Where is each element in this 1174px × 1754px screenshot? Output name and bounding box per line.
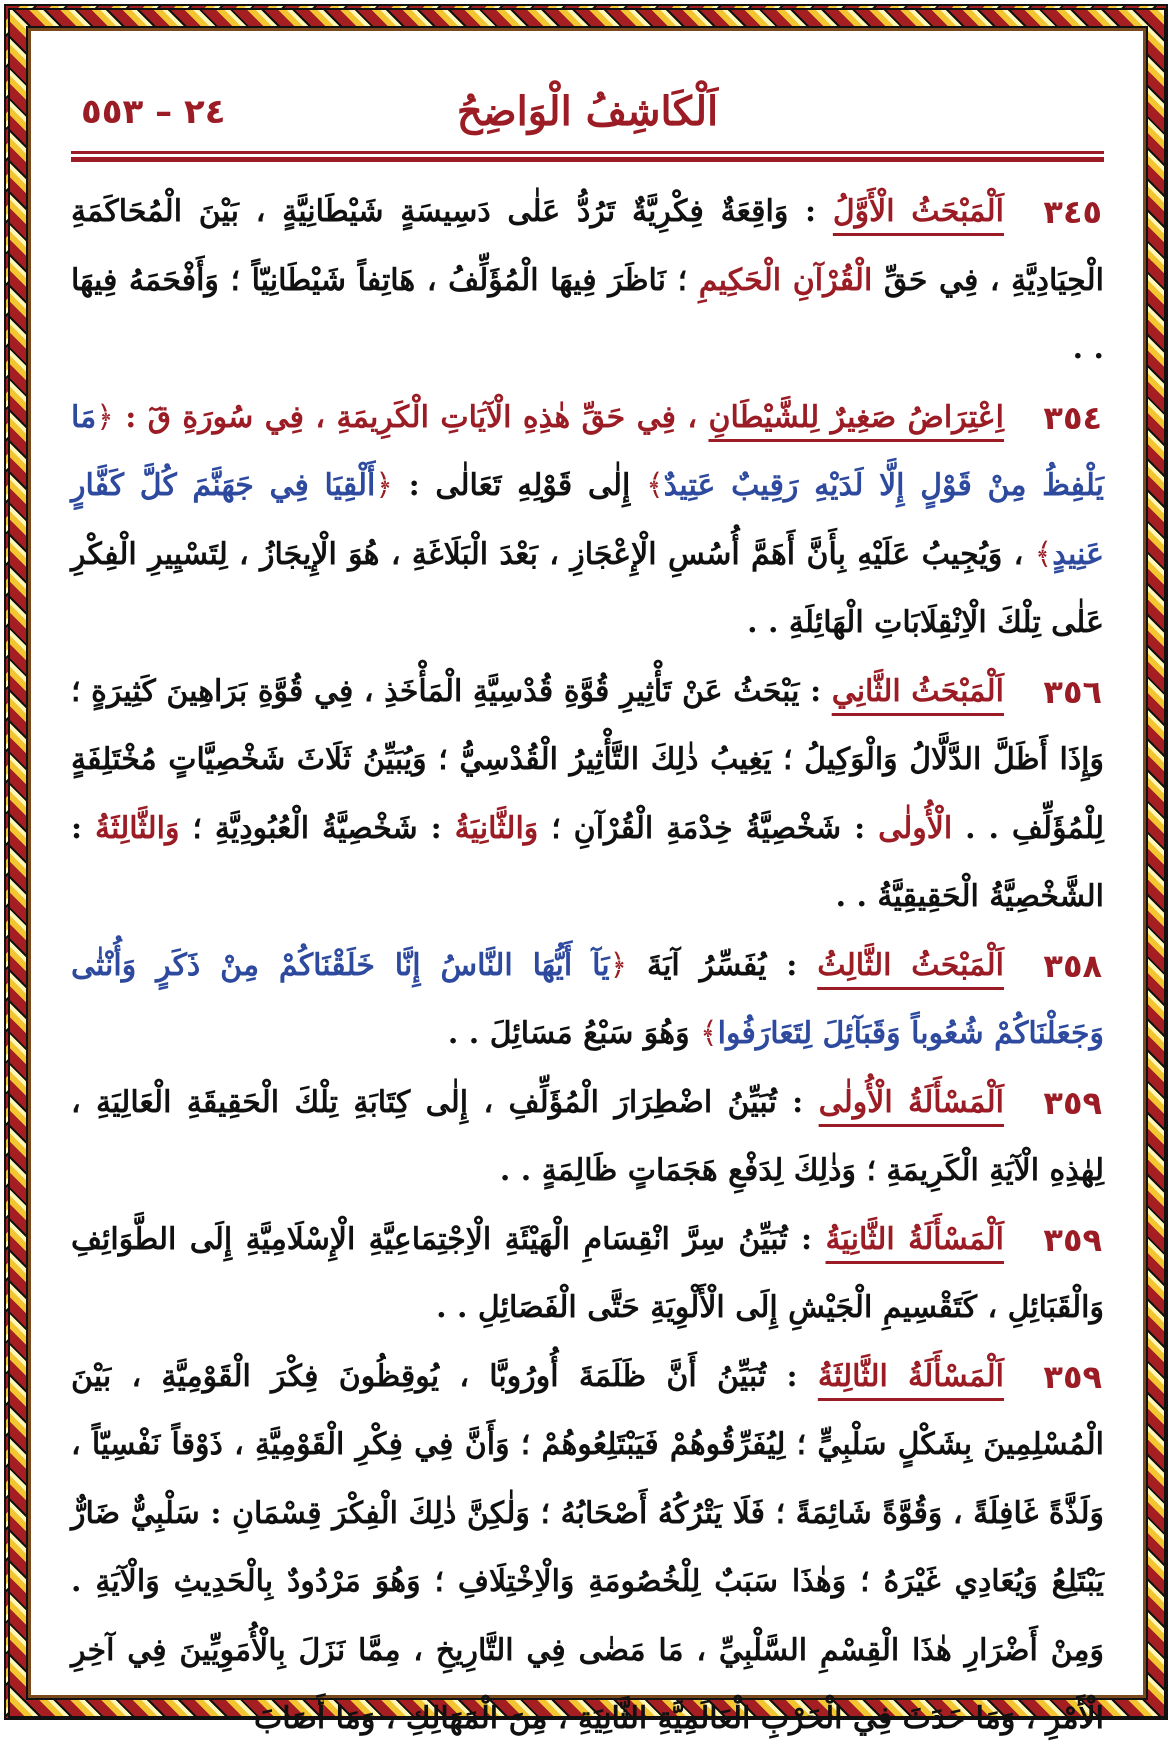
separator: : bbox=[776, 1084, 819, 1120]
index-entry bbox=[71, 932, 1104, 1069]
entry-page-number: ٣٥٩ bbox=[1043, 1357, 1102, 1396]
entry-page-number: ٣٥٩ bbox=[1043, 1220, 1102, 1259]
entry-text: إِلٰى قَوْلِهِ تَعَالٰى : bbox=[392, 468, 647, 503]
quran-verse: يَآ أَيُّهَا النَّاسُ إِنَّا خَلَقْنَاكُمْ مِنْ ذَكَرٍ وَأُنْثٰى وَجَعَلْنَاكُمْ شُعُوباً وَقَبَآئِلَ لِتَعَارَفُوا bbox=[71, 947, 1104, 1051]
highlight-term: الْأُولٰى bbox=[878, 810, 953, 846]
entry-text: ، وَيُجِيبُ عَلَيْهِ بِأَنَّ أَهَمَّ أُسُسِ الْإِعْجَازِ ، بَعْدَ الْبَلَاغَةِ ، هُوَ الْإِيجَازُ ، لِتَسْيِيرِ الْفِكْرِ عَلٰى تِلْكَ الْاِنْقِلَابَاتِ الْهَائِلَةِ . . bbox=[71, 536, 1104, 640]
separator: : bbox=[766, 1358, 818, 1394]
quran-verse: أَلْقِيَا فِي جَهَنَّمَ كُلَّ كَفَّارٍ عَنِيدٍ bbox=[71, 468, 1104, 572]
quran-open-ornament-icon: ﴿ bbox=[96, 399, 114, 435]
entry-text: ؛ نَاظَرَ فِيهَا الْمُؤَلِّفُ ، هَاتِفاً شَيْطَانِيّاً ؛ وَأَفْحَمَهُ فِيهَا . . bbox=[71, 262, 1104, 366]
quran-close-ornament-icon: ﴾ bbox=[646, 468, 664, 503]
separator: : bbox=[787, 1221, 826, 1257]
highlight-term: وَالثَّالِثَةُ bbox=[95, 810, 180, 846]
entry-page-number: ٣٥٩ bbox=[1043, 1083, 1102, 1122]
entry-heading: اَلْمَبْحَثُ الثَّانِي bbox=[831, 673, 1004, 709]
index-entry bbox=[71, 658, 1104, 932]
heading-continuation: ، فِي حَقِّ هٰذِهِ الْآيَاتِ الْكَرِيمَةِ ، فِي سُورَةِ قٓ : bbox=[113, 399, 709, 435]
quran-close-ornament-icon: ﴾ bbox=[700, 1016, 718, 1051]
quran-verse: مَا يَلْفِظُ مِنْ قَوْلٍ إِلَّا لَدَيْهِ رَقِيبٌ عَتِيدٌ bbox=[71, 399, 1105, 503]
quran-close-ornament-icon: ﴾ bbox=[1034, 536, 1053, 572]
entry-heading: اَلْمَبْحَثُ الْأَوَّلُ bbox=[832, 194, 1004, 229]
entry-text: وَاقِعَةٌ فِكْرِيَّةٌ تَرُدُّ عَلٰى دَسِيسَةٍ شَيْطَانِيَّةٍ ، بَيْنَ الْمُحَاكَمَةِ الْحِيَادِيَّةِ ، فِي حَقِّ bbox=[71, 194, 1104, 298]
entry-text: تُبَيِّنُ اضْطِرَارَ الْمُؤَلِّفِ ، إِلٰى كِتَابَةِ تِلْكَ الْحَقِيقَةِ الْعَالِيَةِ ، لِهٰذِهِ الْآيَةِ الْكَرِيمَةِ ؛ وَذٰلِكَ لِدَفْعِ هَجَمَاتٍ ظَالِمَةٍ . . bbox=[71, 1084, 1104, 1188]
entry-page-number: ٣٤٥ bbox=[1043, 193, 1102, 231]
entry-text: يُفَسِّرُ آيَةَ bbox=[627, 947, 767, 983]
index-entry bbox=[71, 384, 1104, 658]
separator: : bbox=[799, 673, 832, 709]
header-double-rule bbox=[71, 151, 1104, 162]
separator: : bbox=[788, 194, 833, 229]
entry-text: : شَخْصِيَّةُ خِدْمَةِ الْقُرْآنِ ؛ bbox=[538, 810, 879, 846]
index-content bbox=[71, 178, 1104, 1754]
index-entry bbox=[71, 1343, 1104, 1754]
entry-text: وَهُوَ سَبْعُ مَسَائِلَ . . bbox=[447, 1016, 701, 1051]
index-entry bbox=[71, 1206, 1104, 1343]
entry-heading: اِعْتِرَاضُ صَغِيرٌ لِلشَّيْطَانِ bbox=[708, 399, 1004, 435]
entry-heading: اَلْمَسْأَلَةُ الثَّالِثَةُ bbox=[817, 1358, 1004, 1394]
separator: : bbox=[766, 947, 818, 983]
entry-page-number: ٣٥٨ bbox=[1043, 946, 1102, 985]
entry-page-number: ٣٥٤ bbox=[1043, 398, 1102, 437]
entry-text: تُبَيِّنُ سِرَّ انْقِسَامِ الْهَيْئَةِ الْاِجْتِمَاعِيَّةِ الْإِسْلَامِيَّةِ إِلَى الطَّوَائِفِ وَالْقَبَائِلِ ، كَتَقْسِيمِ الْجَيْشِ إِلَى الْأَلْوِيَةِ حَتَّى الْفَصَائِلِ . . bbox=[71, 1221, 1104, 1325]
index-entry bbox=[71, 178, 1104, 384]
highlight-term: وَالثَّانِيَةُ bbox=[454, 810, 539, 846]
entry-text: : شَخْصِيَّةُ الْعُبُودِيَّةِ ؛ bbox=[179, 810, 455, 846]
quran-open-ornament-icon: ﴿ bbox=[609, 947, 628, 983]
entry-heading: اَلْمَسْأَلَةُ الثَّانِيَةُ bbox=[825, 1221, 1005, 1257]
index-entry bbox=[71, 1069, 1104, 1206]
book-title: اَلْكَاشِفُ الْوَاضِحُ bbox=[456, 88, 719, 135]
highlight-term: الْقُرْآنِ الْحَكِيمِ bbox=[698, 262, 873, 298]
page-range: ٢٤ – ٥٥٣ bbox=[81, 92, 226, 132]
entry-text: : الشَّخْصِيَّةُ الْحَقِيقِيَّةُ . . bbox=[71, 810, 1104, 914]
entry-heading: اَلْمَبْحَثُ الثَّالِثُ bbox=[817, 947, 1005, 983]
page-header bbox=[71, 88, 1104, 148]
entry-text: تُبَيِّنُ أَنَّ ظَلَمَةَ أُورُوبَّا ، يُوقِظُونَ فِكْرَ الْقَوْمِيَّةِ ، بَيْنَ الْمُسْلِمِينَ بِشَكْلٍ سَلْبِيٍّ ؛ لِيُفَرِّقُوهُمْ فَيَبْتَلِعُوهُمْ ؛ وَأَنَّ فِي فِكْرِ الْقَوْمِيَّةِ ، ذَوْقاً نَفْسِيّاً ، وَلَذَّةً غَافِلَةً ، وَقُوَّةً شَائِمَةً ؛ فَلَا يَتْرُكُهُ أَصْحَابُهُ ؛ وَلٰكِنَّ ذٰلِكَ الْفِكْرَ قِسْمَانِ : سَلْبِيٌّ ضَارٌّ يَبْتَلِعُ وَيُعَادِي غَيْرَهُ ؛ وَهٰذَا سَبَبٌ لِلْخُصُومَةِ وَالْاِخْتِلَافِ ؛ وَهُوَ مَرْدُودٌ بِالْحَدِيثِ وَالْآيَةِ . وَمِنْ أَضْرَارِ هٰذَا الْقِسْمِ السَّلْبِيِّ ، مَا مَضٰى فِي التَّارِيخِ ، مِمَّا نَزَلَ بِالْأُمَوِيِّينَ فِي آخِرِ الْأَمْرِ ، وَمَا حَدَثَ فِي الْحَرْبِ الْعَالَمِيَّةِ الثَّانِيَةِ ، مِنَ الْمَهَالِكِ ، وَمَا أَصَابَ bbox=[71, 1358, 1104, 1736]
entry-heading: اَلْمَسْأَلَةُ الْأُولٰى bbox=[818, 1084, 1005, 1120]
entry-page-number: ٣٥٦ bbox=[1043, 672, 1102, 711]
quran-open-ornament-icon: ﴿ bbox=[375, 468, 393, 503]
entry-text: يَبْحَثُ عَنْ تَأْثِيرِ قُوَّةِ قُدْسِيَّةِ الْمَأْخَذِ ، فِي قُوَّةِ بَرَاهِينَ كَثِيرَةٍ ؛ وَإِذَا أَظَلَّ الدَّلَّالُ وَالْوَكِيلُ ؛ يَغِيبُ ذٰلِكَ التَّأْثِيرُ الْقُدْسِيُّ ؛ وَيُبَيِّنُ ثَلَاثَ شَخْصِيَّاتٍ مُخْتَلِفَةٍ لِلْمُؤَلِّفِ . . bbox=[71, 673, 1104, 846]
page bbox=[71, 0, 1105, 1736]
